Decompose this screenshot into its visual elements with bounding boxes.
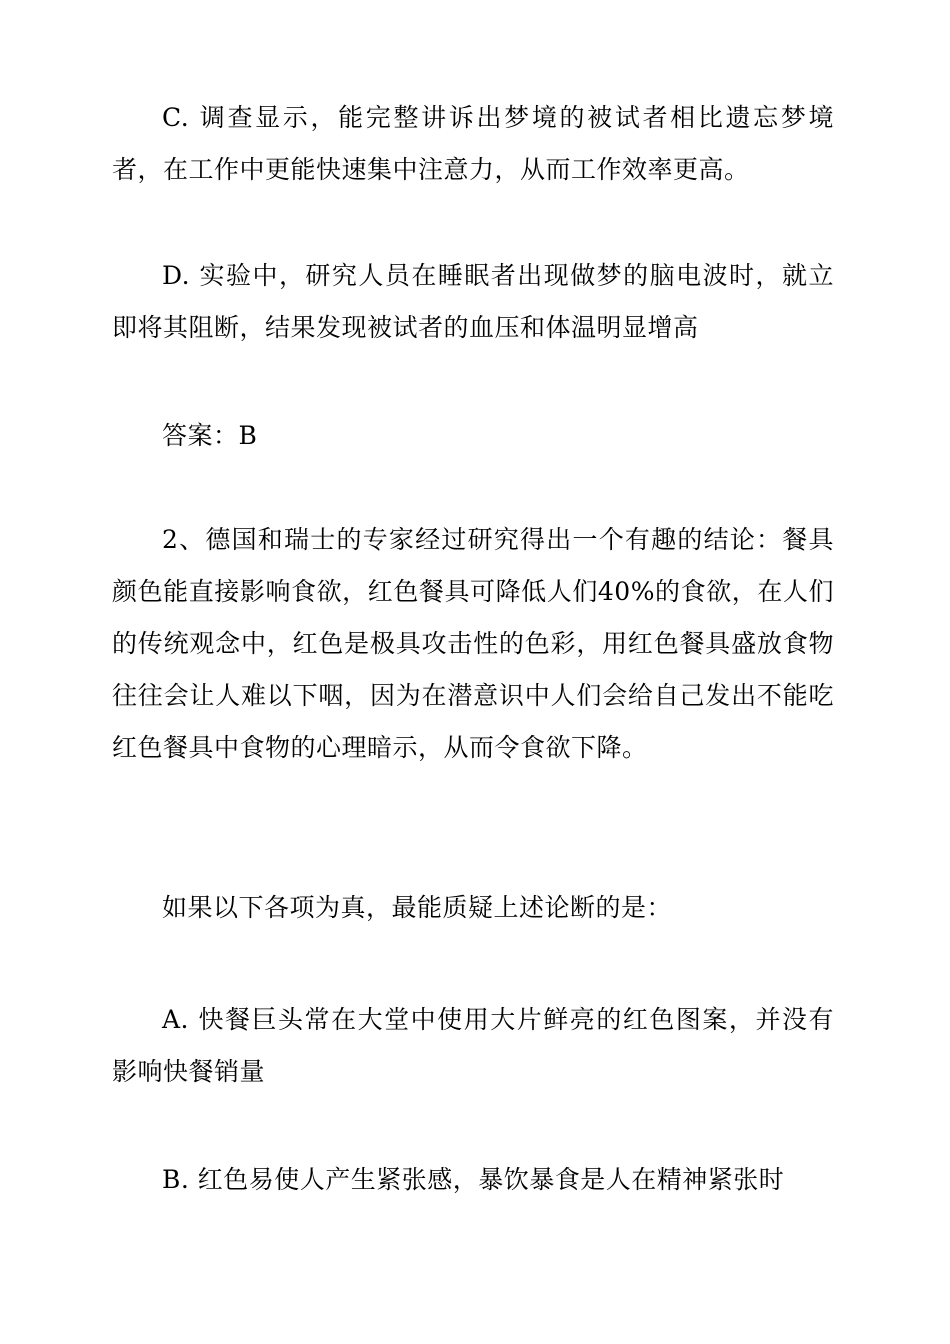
option-c-paragraph: C. 调查显示，能完整讲诉出梦境的被试者相比遗忘梦境者，在工作中更能快速集中注意力，从而工作效率更高。 xyxy=(112,103,834,184)
option-a-paragraph: A. 快餐巨头常在大堂中使用大片鲜亮的红色图案，并没有影响快餐销量 xyxy=(112,1005,834,1086)
option-b-paragraph: B. 红色易使人产生紧张感，暴饮暴食是人在精神紧张时 xyxy=(162,1165,785,1194)
option-d-paragraph: D. 实验中，研究人员在睡眠者出现做梦的脑电波时，就立即将其阻断，结果发现被试者的血压和体温明显增高 xyxy=(112,261,834,342)
question-2-paragraph: 2、德国和瑞士的专家经过研究得出一个有趣的结论：餐具颜色能直接影响食欲，红色餐具可降低人们40%的食欲，在人们的传统观念中，红色是极具攻击性的色彩，用红色餐具盛放食物往往会让人难以下咽，因为在潜意识中人们会给自己发出不能吃红色餐具中食物的心理暗示，从而令食欲下降。 xyxy=(112,525,834,762)
answer-paragraph: 答案：B xyxy=(162,421,258,450)
question-prompt-paragraph: 如果以下各项为真，最能质疑上述论断的是： xyxy=(162,893,673,922)
